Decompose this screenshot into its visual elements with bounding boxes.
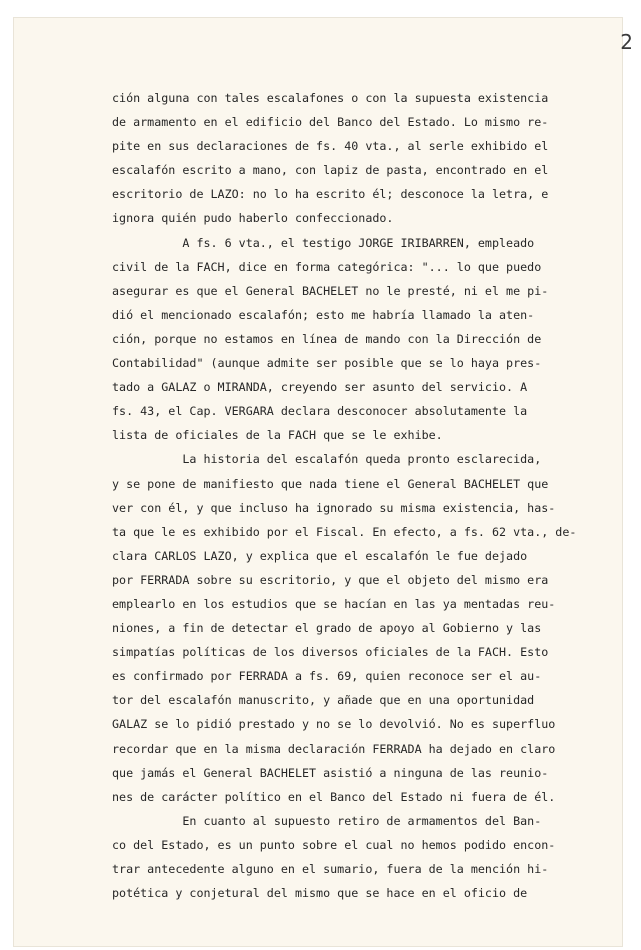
text-line: dió el mencionado escalafón; esto me habría llamado la aten- [112, 307, 535, 322]
text-line: y se pone de manifiesto que nada tiene el General BACHELET que [112, 476, 549, 491]
text-line: recordar que en la misma declaración FERRADA ha dejado en claro [112, 741, 556, 756]
text-line: fs. 43, el Cap. VERGARA declara desconocer absolutamente la [112, 404, 528, 419]
text-line: es confirmado por FERRADA a fs. 69, quien reconoce ser el au- [112, 669, 542, 684]
text-line: ción, porque no estamos en línea de mando con la Dirección de [112, 331, 542, 346]
text-line: tor del escalafón manuscrito, y añade que en una oportunidad [112, 693, 535, 708]
text-line: co del Estado, es un punto sobre el cual no hemos podido encon- [112, 837, 556, 852]
document-body-text [112, 86, 612, 905]
text-line: clara CARLOS LAZO, y explica que el escalafón le fue dejado [112, 548, 528, 563]
text-line: lista de oficiales de la FACH que se le exhibe. [112, 428, 443, 443]
text-line: de armamento en el edificio del Banco del Estado. Lo mismo re- [112, 115, 549, 130]
text-line: trar antecedente alguno en el sumario, fuera de la mención hi- [112, 862, 549, 876]
text-line: Contabilidad" (aunque admite ser posible que se lo haya pres- [112, 356, 542, 371]
text-line: ta que le es exhibido por el Fiscal. En efecto, a fs. 62 vta., de- [112, 524, 577, 539]
text-line: La historia del escalafón queda pronto esclarecida, [112, 452, 542, 467]
text-line: ignora quién pudo haberlo confeccionado. [112, 211, 394, 226]
text-line: ción alguna con tales escalafones o con la supuesta existencia [112, 91, 549, 105]
text-line: pite en sus declaraciones de fs. 40 vta., al serle exhibido el [112, 139, 549, 154]
text-line: simpatías políticas de los diversos oficiales de la FACH. Esto [112, 645, 549, 660]
text-line: nes de carácter político en el Banco del Estado ni fuera de él. [112, 789, 556, 804]
text-line: civil de la FACH, dice en forma categórica: "... lo que puedo [112, 259, 542, 274]
text-line: asegurar es que el General BACHELET no le presté, ni el me pi- [112, 283, 549, 298]
text-line: escritorio de LAZO: no lo ha escrito él; desconoce la letra, e [112, 187, 549, 202]
text-line: tado a GALAZ o MIRANDA, creyendo ser asunto del servicio. A [112, 380, 528, 395]
text-line: por FERRADA sobre su escritorio, y que el objeto del mismo era [112, 572, 549, 587]
text-line: emplearlo en los estudios que se hacían en las ya mentadas reu- [112, 596, 556, 611]
page-number: 2 [620, 30, 633, 54]
text-line: ver con él, y que incluso ha ignorado su misma existencia, has- [112, 500, 556, 515]
text-line: A fs. 6 vta., el testigo JORGE IRIBARREN, empleado [112, 235, 535, 250]
text-line: GALAZ se lo pidió prestado y no se lo devolvió. No es superfluo [112, 717, 556, 732]
text-line: potética y conjetural del mismo que se hace en el oficio de [112, 886, 528, 901]
text-line: escalafón escrito a mano, con lapiz de pasta, encontrado en el [112, 163, 549, 178]
text-line: niones, a fin de detectar el grado de apoyo al Gobierno y las [112, 621, 542, 636]
text-line: que jamás el General BACHELET asistió a ninguna de las reunio- [112, 765, 549, 780]
text-line: En cuanto al supuesto retiro de armamentos del Ban- [112, 813, 542, 828]
